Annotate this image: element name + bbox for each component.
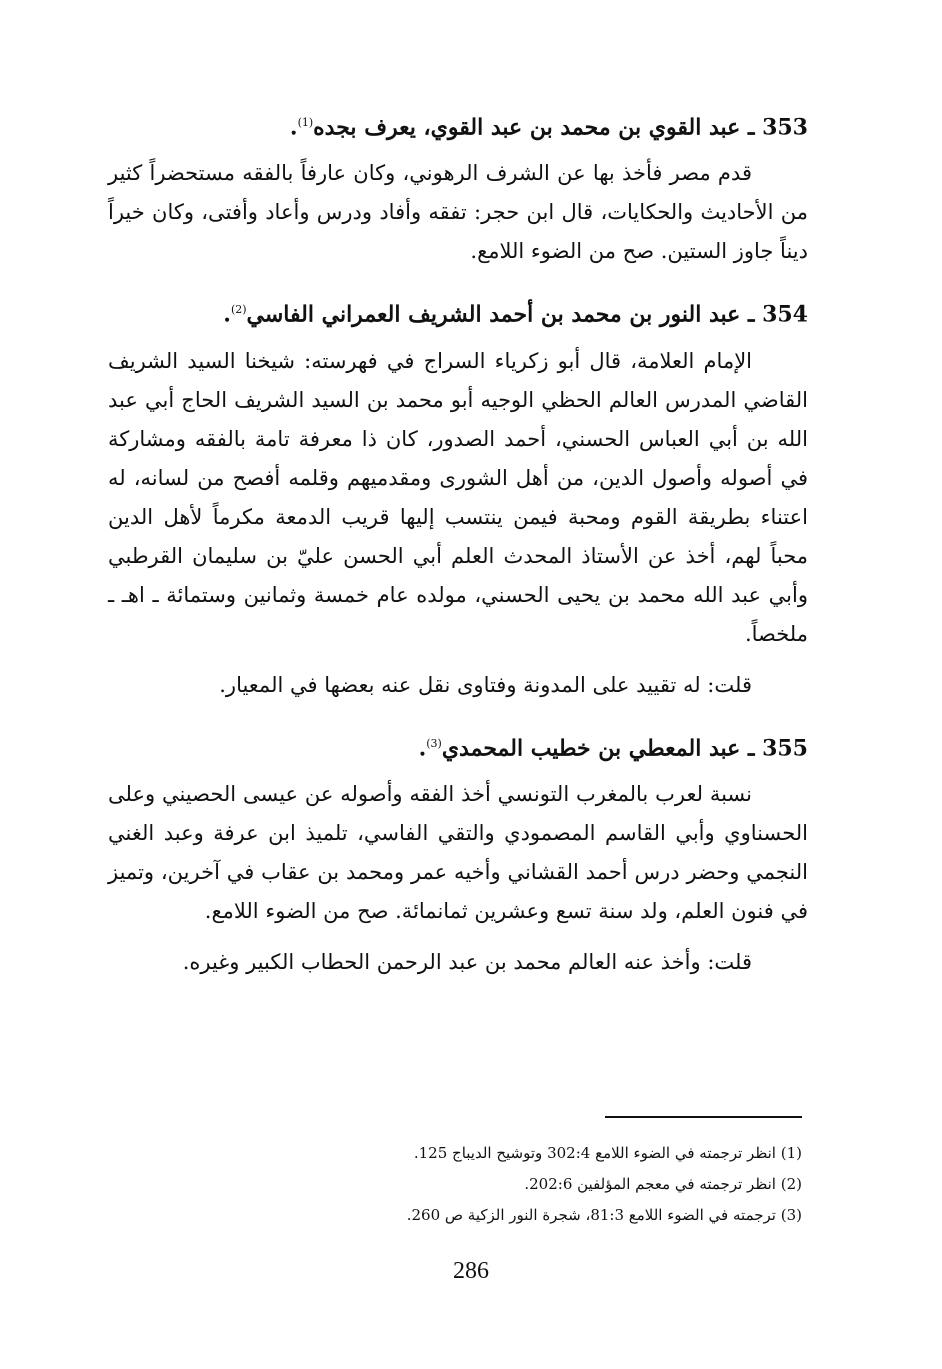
entry-title-text: 353 ـ عبد القوي بن محمد بن عبد القوي، يعرف بجده <box>313 114 808 141</box>
footnote-ref: (1) <box>297 116 314 129</box>
entry-paragraph: نسبة لعرب بالمغرب التونسي أخذ الفقه وأصوله عن عيسى الحصيني وعلى الحسناوي وأبي القاسم المصمودي والتقي الفاسي، تلميذ ابن عرفة وعبد الغني النجمي وحضر درس أحمد القشاني وأخيه عمر ومحمد بن عقاب في آخرين، وتميز في فنون العلم، ولد سنة تسع وعشرين ثمانمائة. صح من الضوء اللامع. <box>108 781 808 923</box>
entry-title: 355 ـ عبد المعطي بن خطيب المحمدي$^{(3)}$. <box>418 734 808 761</box>
page-body <box>108 108 808 1006</box>
entry-title: 353 ـ عبد القوي بن محمد بن عبد القوي، يعرف بجده$^{(1)}$. <box>289 114 808 141</box>
entry-note: قلت: له تقييد على المدونة وفتاوى نقل عنه بعضها في المعيار. <box>219 672 752 697</box>
footnote-3: (3) ترجمته في الضوء اللامع 81:3، شجرة النور الزكية ص 260. <box>406 1206 802 1224</box>
entry-353 <box>108 108 808 271</box>
footnote-ref: (3) <box>426 736 442 750</box>
footnotes <box>300 1138 802 1231</box>
footnote-ref: (2) <box>230 303 247 317</box>
entry-paragraph: الإمام العلامة، قال أبو زكرياء السراج في فهرسته: شيخنا السيد الشريف القاضي المدرس العالم الحظي الوجيه أبو محمد بن السيد الشريف الحاج أبي عبد الله بن أبي العباس الحسني، أحمد الصدور، كان ذا معرفة تامة بالفقه ومشاركة في أصوله وأصول الدين، من أهل الشورى ومقدميهم وقلمه أفصح من لسانه، له اعتناء بطريقة القوم ومحبة فيمن ينتسب إليها قريب الدمعة مكرماً لأهل الدين محباً لهم، أخذ عن الأستاذ المحدث العلم أبي الحسن عليّ بن سليمان القرطبي وأبي عبد الله محمد بن يحيى الحسني، مولده عام خمسة وثمانين وستمائة ـ اهـ ـ ملخصاً. <box>108 348 808 646</box>
entry-note: قلت: وأخذ عنه العالم محمد بن عبد الرحمن الحطاب الكبير وغيره. <box>182 949 752 974</box>
footnote-2: (2) انظر ترجمته في معجم المؤلفين 202:6. <box>524 1175 802 1193</box>
footnote-1: (1) انظر ترجمته في الضوء اللامع 302:4 وتوشيح الديباج 125. <box>413 1144 802 1162</box>
entry-title: 354 ـ عبد النور بن محمد بن أحمد الشريف العمراني الفاسي$^{(2)}$. <box>223 301 808 328</box>
entry-paragraph: قدم مصر فأخذ بها عن الشرف الرهوني، وكان عارفاً بالفقه مستحضراً كثير من الأحاديث والحكايات، قال ابن حجر: تفقه وأفاد ودرس وأعاد وأفتى، وكان خيراً ديناً جاوز الستين. صح من الضوء اللامع. <box>108 161 808 264</box>
entry-355 <box>108 729 808 982</box>
entry-title-text: 354 ـ عبد النور بن محمد بن أحمد الشريف العمراني الفاسي <box>246 301 808 328</box>
footnote-divider <box>605 1116 802 1118</box>
entry-354 <box>108 295 808 704</box>
page-number: 286 <box>453 1258 489 1284</box>
entry-title-text: 355 ـ عبد المعطي بن خطيب المحمدي <box>441 734 808 761</box>
